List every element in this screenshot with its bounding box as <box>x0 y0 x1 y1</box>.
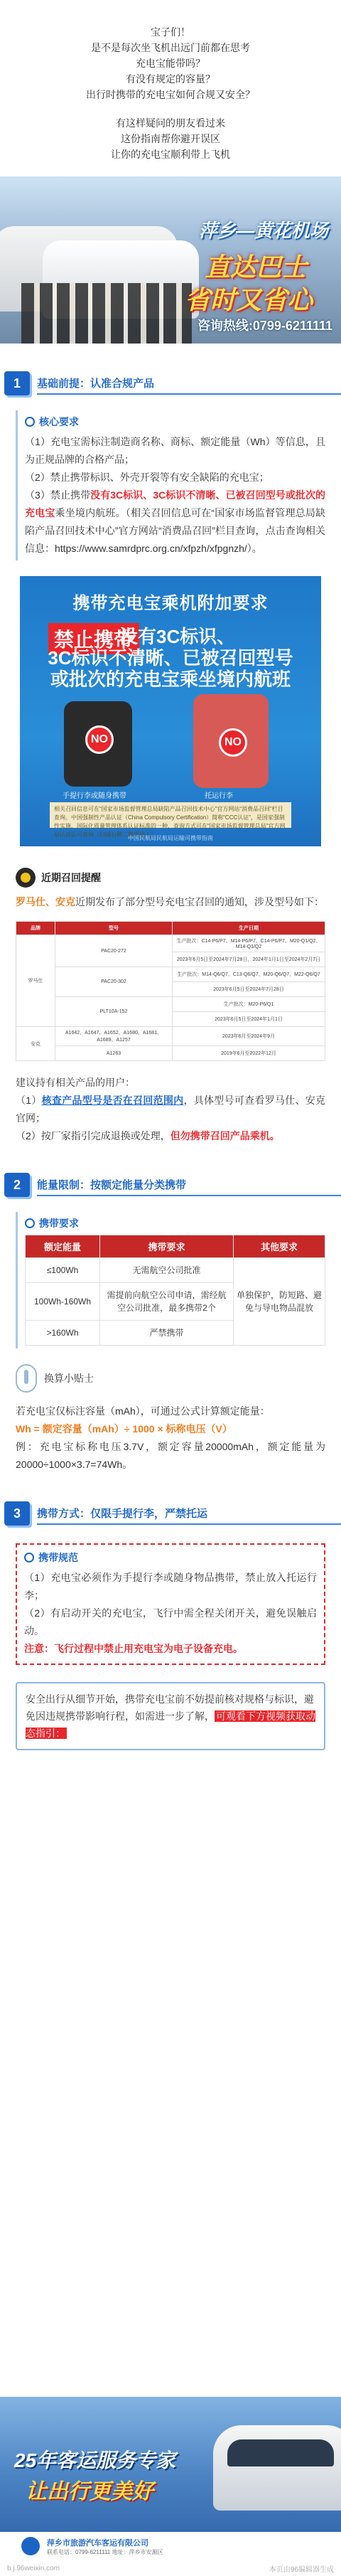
footer-banner <box>0 2397 341 2560</box>
card-title: 携带规范 <box>38 1552 78 1563</box>
intro-line: 有没有规定的容量？ <box>126 73 215 85</box>
banned-label: 禁止携带 <box>48 623 139 654</box>
prohibited-icon: NO <box>219 728 247 757</box>
intro-line: 有这样疑问的朋友看过来 <box>116 117 225 129</box>
section-title: 携带方式：仅限手提行李，严禁托运 <box>37 1507 208 1520</box>
paragraph: （1）核查产品型号是否在召回范围内，具体型号可查看罗马仕、安克官网； <box>16 1095 325 1124</box>
banner-route: 萍乡—黄花机场 <box>198 220 328 241</box>
table-row: 2023年6月5日至2024年1月1日 <box>16 1012 325 1027</box>
table-row: 罗马仕 PAC20-272 生产批次：C14-P6/P7、M14-P6/P7、C14-P6/P7、M20-Q1/Q2、M14-Q1/Q2 <box>16 935 325 952</box>
circle-icon <box>25 417 35 427</box>
energy-table <box>25 1235 325 1346</box>
conversion-tip <box>16 1364 325 1474</box>
section-title: 基础前提：认准合规产品 <box>37 377 155 390</box>
caption-right: 托运行李 <box>205 792 233 800</box>
table-header: 额定能量 <box>26 1235 100 1258</box>
bottom-bar <box>0 2560 341 2576</box>
paragraph: （3）禁止携带没有3C标识、3C标识不清晰、已被召回型号或批次的充电宝乘坐境内航班。（相关召回信息可在“国家市场监督管理总局缺陷产品召回技术中心”官方网站“消费品召回”栏目查询，点击查询相关信息：https://www.samrdprc.org.cn/xfpzh/xfpgnzh/）。 <box>25 489 326 554</box>
recall-table <box>16 921 325 1061</box>
company-bar <box>0 2532 341 2560</box>
section-number: 1 <box>4 371 30 395</box>
company-name: 萍乡市旅游汽车客运有限公司 <box>47 2538 148 2548</box>
intro-line: 出行时携带的充电宝如何合规又安全？ <box>86 89 255 100</box>
table-row: A1263 2019年6月至2022年12月 <box>16 1046 325 1061</box>
video-link-highlight[interactable]: 可观看下方视频获取动态指引： <box>26 1710 315 1739</box>
table-row: 100Wh-160Wh 需提前向航空公司申请，需经航空公司批准，最多携带2个 <box>26 1283 325 1321</box>
section-3-header <box>0 1499 341 1528</box>
paragraph: 建议持有相关产品的用户： <box>16 1077 135 1088</box>
poster-note: 相关召回信息可在“国家市场监督管理总局缺陷产品召回技术中心”官方网站“消费品召回”栏目查询。中国强制性产品认证（China Compulsory Certification）简称“CCC认证”，是国家强制性实施，国际化质量管理体系认证标准的一种，查询方式可在“国家市场监督管理总局”官方网站认证认可查询（扫描右侧二维码进入） <box>50 802 291 828</box>
banner-slogan: 省时又省心 <box>184 285 313 314</box>
paragraph: （2）禁止携带标识、外壳开裂等有安全缺陷的充电宝； <box>25 472 269 483</box>
section-number: 2 <box>4 1173 30 1197</box>
table-row: 2023年6月5日至2024年7月28日 <box>16 982 325 997</box>
advice-block <box>16 1074 325 1145</box>
table-row: PAC20-302 生产批次：M14-Q6/Q7、C13-Q6/Q7、M20-Q6/Q7、M22-Q6/Q7 <box>16 967 325 982</box>
intro-line: 是不是每次坐飞机出远门前都在思考 <box>91 42 250 53</box>
paragraph: （1）充电宝必须作为手提行李或随身物品携带，禁止放入托运行李； <box>24 1572 317 1601</box>
top-banner-image <box>0 176 341 344</box>
intro <box>0 0 341 169</box>
paragraph: （2）有启动开关的充电宝，飞行中需全程关闭开关，避免误触启动。 <box>24 1607 317 1636</box>
company-info: 联系电话：0799-6211111 地址：萍乡市安源区 <box>47 2548 163 2555</box>
table-row: ≤100Wh 无需航空公司批准 单独保护，防短路、避免与导电物品混放 <box>26 1258 325 1283</box>
caption-left: 手提行李或随身携带 <box>63 792 126 800</box>
circle-icon <box>25 1218 35 1228</box>
table-row: PLT10A-152 生产批次：M20-P6/Q1 <box>16 997 325 1012</box>
generator-credit: 本页由96编辑器生成 <box>269 2565 334 2574</box>
intro-line: 让你的充电宝顺利带上飞机 <box>111 149 230 160</box>
section-title: 能量限制：按额定能量分类携带 <box>37 1178 187 1191</box>
staff-group <box>21 283 192 344</box>
table-row: 安克 A1642、A1647、A1652、A1680、A1681、A1689、A1257 2023年6月至2024年9月 <box>16 1027 325 1046</box>
video-guide-note: 安全出行从细节开始，携带充电宝前不妨提前核对规格与标识，避免因违规携带影响行程，如需进一步了解， 可观看下方视频获取动态指引： <box>16 1682 325 1750</box>
table-header: 生产日期 <box>173 922 325 935</box>
highlight-text: 没有3C标识、3C标识不清晰、已被召回型号或批次的充电宝 <box>25 489 325 518</box>
card-title: 携带要求 <box>39 1218 79 1229</box>
bus-shape <box>213 2425 341 2511</box>
company-logo-icon <box>21 2537 40 2555</box>
warning-text: 注意：飞行过程中禁止用充电宝为电子设备充电。 <box>24 1643 243 1654</box>
poster-title: 携带充电宝乘机附加要求 <box>72 594 269 613</box>
carry-norms-box <box>16 1543 325 1665</box>
recall-reminder <box>16 868 325 911</box>
poster-headline: 没有3C标识、 3C标识不清晰、已被召回型号 或批次的充电宝乘坐境内航班 <box>48 626 293 690</box>
banner-headline: 直达巴士 <box>204 252 307 282</box>
section-number: 3 <box>4 1501 30 1526</box>
paragraph: 罗马仕、安克近期发布了部分型号充电宝召回的通知，涉及型号如下： <box>16 896 324 908</box>
paragraph: 例：充电宝标称电压3.7V，额定容量20000mAh，额定能量为 20000÷1000×3.7=74Wh。 <box>16 1441 325 1470</box>
table-header: 型号 <box>55 922 173 935</box>
paragraph: （2）按厂家指引完成退换或处理，但勿携带召回产品乘机。 <box>16 1130 280 1141</box>
paragraph: （1）充电宝需标注制造商名称、商标、额定能量（Wh）等信息，且为正规品牌的合格产品； <box>25 436 325 465</box>
table-row: >160Wh 严禁携带 <box>26 1321 325 1346</box>
banner-hotline: 咨询热线:0799-6211111 <box>197 319 332 333</box>
carry-rules-poster <box>20 576 321 846</box>
poster-footer: 中国民航局民航局运输司携带指南 <box>128 835 213 841</box>
intro-line: 这份指南帮你避开误区 <box>121 133 220 144</box>
carry-requirements-card <box>16 1212 325 1348</box>
footer-slogan-1: 25年客运服务专家 <box>14 2449 176 2471</box>
recall-title: 近期召回提醒 <box>41 872 101 883</box>
paragraph: 若充电宝仅标注容量（mAh），可通过公式计算额定能量： <box>16 1405 270 1417</box>
recall-logo-icon <box>16 868 36 888</box>
section-2-header <box>0 1171 341 1199</box>
section-1-header <box>0 369 341 398</box>
table-row: 2023年6月5日至2024年7月28日，2024年1月1日至2024年2月7日 <box>16 952 325 967</box>
table-header: 品牌 <box>16 922 55 935</box>
battery-icon <box>16 1364 37 1393</box>
source-link[interactable]: b.j.96weixin.com <box>7 2564 60 2572</box>
table-header: 携带要求 <box>100 1235 234 1258</box>
intro-line: 宝子们！ <box>151 26 190 38</box>
intro-line: 充电宝能带吗？ <box>136 58 205 69</box>
core-requirements-card <box>16 410 325 560</box>
table-header: 其他要求 <box>234 1235 325 1258</box>
circle-icon <box>24 1553 34 1563</box>
tip-title: 换算小贴士 <box>44 1373 94 1384</box>
prohibited-icon: NO <box>85 725 114 754</box>
footer-slogan-2: 让出行更美好 <box>26 2480 153 2503</box>
card-title: 核心要求 <box>39 416 79 427</box>
formula: Wh = 额定容量（mAh）÷ 1000 × 标称电压（V） <box>16 1423 232 1435</box>
